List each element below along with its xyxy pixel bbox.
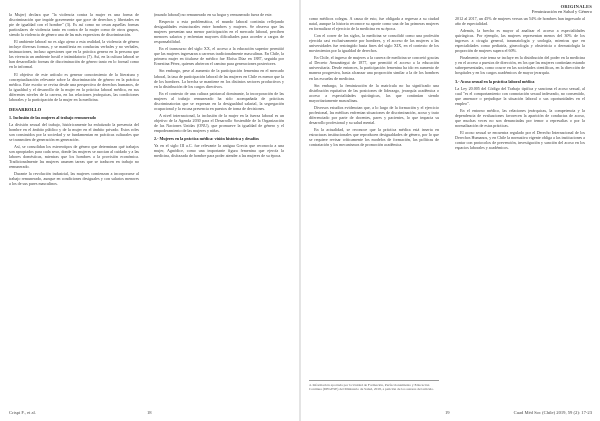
subsection-title: 1. Inclusión de las mujeres al trabajo remunerado xyxy=(9,114,96,120)
footnote: 4. Información aportada por la Unidad de Formación, Perfeccionamiento y Educación Continua (DEGESE) del Ministerio de Salud, 2018, a petición de los autores del artículo. xyxy=(309,380,439,392)
paragraph: Finalmente, este tema se incluye en la distribución del poder en la medicina y en el acceso a puestos de dirección, en los que las mujeres continúan estando subrepresentadas, como ocurre en las sociedades científicas, en la dirección de hospitales y en los cargos académicos de mayor jerarquía. xyxy=(455,55,585,76)
paragraph: La Ley 20.005 del Código del Trabajo tipifica y sanciona el acoso sexual, al cual "es el comportamiento con connotación sexual indeseado, no consentido, que amenace o perjudique la situación laboral o sus oportunidades en el empleo". xyxy=(455,85,585,106)
paragraph: Sin embargo, pese al aumento de la participación femenina en el mercado laboral, la tasa de participación laboral de las mujeres en Chile es menor que la de los hombres. La brecha se mantiene en los distintos sectores productivos y en la distribución de los cargos directivos. xyxy=(154,68,284,89)
footer-journal-citation: Cuad Méd Soc (Chile) 2019, 59 (2): 17-23 xyxy=(513,410,592,415)
paragraph: En el transcurso del siglo XX, el acceso a la educación superior permitió que las mujeres ingresaran a carreras tradicionalmente masculinas. En Chile, la primera mujer en titularse de médico fue Eloísa Díaz en 1887, seguida por Ernestina Pérez, quienes abrieron el camino para generaciones posteriores. xyxy=(154,46,284,67)
paragraph: Sin embargo, la feminización de la matrícula no ha significado una distribución equitativa de las posiciones de liderazgo, jerarquía académica o acceso a especialidades quirúrgicas, las que continúan siendo mayoritariamente masculinas. xyxy=(309,82,439,103)
right-page-column-2 xyxy=(455,16,585,152)
paragraph: El objetivo de este artículo es generar conocimiento de la literatura y conceptualización relevante sobre la discriminación de género en la práctica médica. Este escrito se revisa desde una perspectiva de derechos humanos, de la igualdad y el desarrollo de la mujer en la práctica laboral médica, en sus diferentes niveles de la carrera, en las relaciones jerárquicas, las condiciones laborales y la participación de la mujer en la medicina. xyxy=(9,71,139,102)
paragraph: Durante la revolución industrial, las mujeres comienzan a incorporarse al trabajo remunerado, aunque en condiciones desiguales y con salarios menores a los de sus pares masculinos. xyxy=(9,171,139,187)
section-title: DESARROLLO xyxy=(9,106,42,112)
subsection-title: 3.- Acoso sexual en la práctica laboral médica xyxy=(455,78,535,84)
left-page xyxy=(0,0,299,421)
paragraph: Respecto a esta problemática, el mundo laboral continúa reflejando desigualdades estructurales entre hombres y mujeres. Se observa que las mujeres presentan una menor participación en el mercado laboral, perciben menores salarios y enfrentan mayores dificultades para acceder a cargos de responsabilidad. xyxy=(154,19,284,45)
paragraph: 2012 al 2017, un 45% de mujeres versus un 54% de hombres han ingresado al año de especialidad. xyxy=(455,16,585,27)
paragraph: En el entorno médico, las relaciones jerárquicas, la competencia y la dependencia de evaluaciones favorecen la aparición de conductas de acoso, que muchas veces no son denunciadas por temor a represalias o por la normalización de estas prácticas. xyxy=(455,107,585,128)
left-page-column-1 xyxy=(9,12,139,188)
paragraph: El acoso sexual se encuentra regulado por el Derecho Internacional de los Derechos Humanos, y en Chile la normativa vigente obliga a las instituciones a contar con protocolos de prevención, investigación y sanción del acoso en los espacios laborales y académicos. xyxy=(455,129,585,151)
paragraph: La división sexual del trabajo, históricamente ha enfatizado la presencia del hombre en el ámbito público y de la mujer en el ámbito privado. Estos roles son construidos por la sociedad y se fundamentan en prácticas culturales que se transmiten de generación en generación. xyxy=(9,121,139,143)
paragraph: En la actualidad, se reconoce que la práctica médica está inserta en estructuras institucionales que reproducen desigualdades de género, por lo que se requiere revisar críticamente los modelos de formación, las políticas de contratación y los mecanismos de promoción académica. xyxy=(309,126,439,148)
paragraph: A nivel internacional, la inclusión de la mujer en la fuerza laboral es un objetivo de la Agenda 2030 para el Desarrollo Sostenible de la Organización de las Naciones Unidas (ONU), que promueve la igualdad de género y el empoderamiento de las mujeres y niñas. xyxy=(154,112,284,133)
left-page-column-2 xyxy=(154,12,284,160)
right-page-column-1 xyxy=(309,16,439,149)
paragraph: (mundo laboral) no remunerado en su hogar y remunerado fuera de este. xyxy=(154,12,273,17)
paragraph: la Mujer) declara que "la violencia contra la mujer es una forma de discriminación que impide gravemente que goce de derechos y libertades en pie de igualdad con el hombre" (3). Es así como no cesan aquellas formas particulares de violencia tanto en contra de la mujer como de otros grupos, siendo la violencia de género una de las más expresivas de discriminación. xyxy=(9,12,139,38)
paragraph: El ambiente laboral no es algo ajeno a esta realidad, la violencia de género incluye diversas formas, y se manifiesta en conductas verbales y no verbales, insinuaciones, incluso agresiones que en la práctica genera en la persona que las vivencia un ambiente hostil e intimidatorio (7). Así, en la cultura laboral se han desarrollado formas de discriminación de género tanto en lo formal como en lo informal. xyxy=(9,39,139,70)
paragraph: Así, se consolidan los estereotipos de género que determinan qué trabajos son apropiados para cada sexo, donde las mujeres se asocian al cuidado y a las labores domésticas, mientras que los hombres a la provisión económica. Tradicionalmente las mujeres asumen tareas que se traducen en trabajo no remunerado. xyxy=(9,144,139,170)
paragraph: Con el correr de los siglos, la medicina se consolidó como una profesión ejercida casi exclusivamente por hombres, y el acceso de las mujeres a las universidades fue restringido hasta fines del siglo XIX, en el contexto de los movimientos por la igualdad de derechos. xyxy=(309,33,439,54)
page-number: 18 xyxy=(147,410,152,415)
paragraph: En Chile, el ingreso de mujeres a la carrera de medicina se concretó gracias al Decreto Amunátegui de 1877, que permitió el acceso a la educación universitaria. Desde entonces, la participación femenina ha ido en aumento de manera progresiva, hasta alcanzar una proporción similar a la de los hombres en las escuelas de medicina. xyxy=(309,55,439,81)
right-page xyxy=(301,0,600,421)
subsection-title: 2.- Mujeres en la práctica médica: visión histórica y desafíos xyxy=(154,136,259,142)
paragraph: Además, la brecha es mayor al analizar el acceso a especialidades quirúrgicas. Por ejemplo, las mujeres representan menos del 30% de los ingresos a cirugía general, traumatología y urología, mientras que en especialidades como pediatría, ginecología y obstetricia o dermatología la proporción de mujeres supera el 60%. xyxy=(455,28,585,54)
footer-citation: Crispi F., et al. xyxy=(9,410,36,415)
running-header xyxy=(532,4,592,14)
header-subtitle: Feminización en Salud y Género xyxy=(531,9,592,15)
paragraph: Diversos estudios evidencian que, a lo largo de la formación y el ejercicio profesional, las médicas enfrentan situaciones de discriminación, acoso y trato diferenciado por parte de docentes, pares y pacientes, lo que impacta su desarrollo profesional y su salud mental. xyxy=(309,104,439,125)
paragraph: como médicos colegas. A causa de esto, fue obligada a regresar a su ciudad natal, aunque la historia reconoce su aporte como una de las primeras mujeres en formalizar el ejercicio de la medicina en su época. xyxy=(309,16,439,32)
paragraph: En el contexto de una cultura patriarcal dominante, la incorporación de las mujeres al trabajo remunerado ha sido acompañada de prácticas discriminatorias que se expresan en la desigualdad salarial, la segregación ocupacional y la escasa presencia en puestos de toma de decisiones. xyxy=(154,90,284,111)
header-title: ORIGINALES xyxy=(560,4,592,9)
paragraph: Ya en el siglo III a.C. fue relevante la antigua Grecia que reconocía a una mujer, Agnódice, como una importante figura femenina que ejercía la medicina, disfrazada de hombre para poder atender a las mujeres de su época. xyxy=(154,143,284,159)
page-number: 19 xyxy=(445,410,450,415)
